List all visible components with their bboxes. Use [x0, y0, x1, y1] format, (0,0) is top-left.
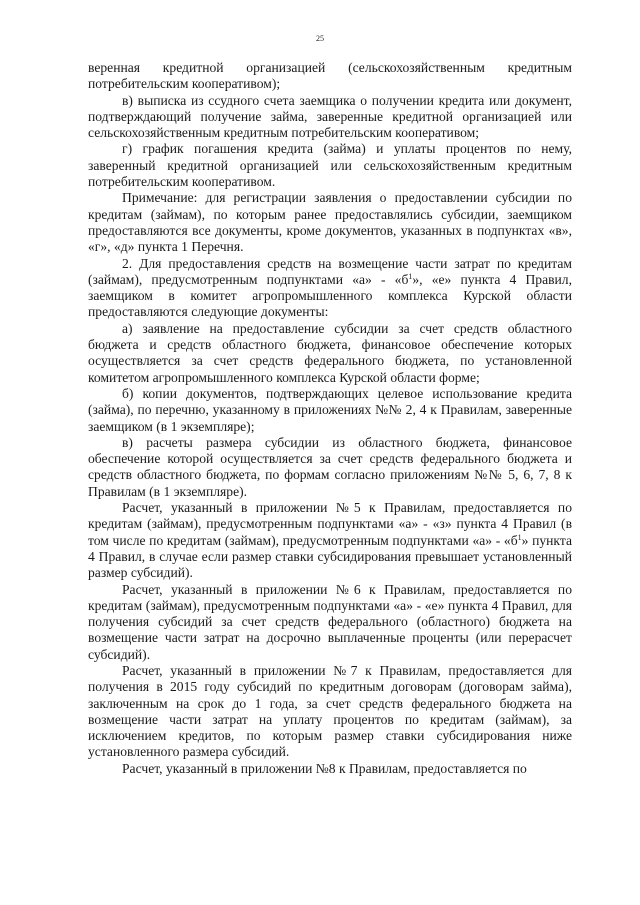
document-body	[88, 60, 572, 777]
text-run: Расчет, указанный в приложении №8 к Правилам, предоставляется по	[122, 760, 527, 776]
superscript: 1	[517, 532, 522, 542]
text-run: Расчет, указанный в приложении №5 к Правилам, предоставляется по кредитам (займам), предусмотренным подпунктами «а» - «з» пункта 4 Правил (в том числе по кредитам (займам), предусмотренным подпунктами «а» - «б	[88, 500, 572, 548]
text-run: веренная кредитной организацией (сельскохозяйственным кредитным потребительским кооперативом);	[88, 60, 572, 92]
text-run: в) выписка из ссудного счета заемщика о получении кредита или документ, подтверждающий получение займа, заверенные кредитной организацией или сельскохозяйственным кредитным потребительским кооперативом;	[88, 92, 572, 141]
text-run: » пункта 4 Правил, в случае если размер ставки субсидирования превышает установленный размер субсидий).	[88, 532, 573, 581]
text-run: а) заявление на предоставление субсидии за счет средств областного бюджета и средств областного бюджета, финансовое обеспечение которых осуществляется за счет средств федерального бюджета, по установленной комитетом агропромышленного комплекса Курской области форме;	[88, 320, 572, 385]
page-number: 25	[316, 34, 324, 43]
paragraph-note	[88, 190, 572, 255]
paragraph-calc-6	[88, 582, 572, 663]
paragraph-calc-8	[88, 761, 572, 777]
text-run: », «е» пункта 4 Правил, заемщиком в комитет агропромышленного комплекса Курской области предоставляются следующие документы:	[88, 271, 572, 320]
text-run: 2. Для предоставления средств на возмещение части затрат по кредитам (займам), предусмотренным подпунктами «а» - «б	[88, 255, 572, 287]
paragraph-calc-5	[88, 500, 572, 581]
paragraph-item-g	[88, 141, 572, 190]
paragraph-continuation	[88, 60, 572, 93]
paragraph-item-b	[88, 386, 572, 435]
text-run: в) расчеты размера субсидии из областного бюджета, финансовое обеспечение которой осуществляется за счет средств федерального бюджета и средств областного бюджета, по формам согласно приложениям №№ 5, 6, 7, 8 к Правилам (в 1 экземпляре).	[88, 434, 572, 499]
paragraph-item-v	[88, 93, 572, 142]
text-run: Расчет, указанный в приложении №6 к Правилам, предоставляется по кредитам (займам), предусмотренным подпунктами «а» - «е» пункта 4 Правил, для получения субсидий за счет средств федерального (областного) бюджета на возмещение части затрат на досрочно выплаченные проценты (или перерасчет субсидий).	[88, 581, 572, 662]
paragraph-calc-7	[88, 663, 572, 761]
text-run: г) график погашения кредита (займа) и уплаты процентов по нему, заверенный кредитной организацией или сельскохозяйственным кредитным потребительским кооперативом.	[88, 141, 572, 190]
paragraph-point-2	[88, 256, 572, 321]
superscript: 1	[408, 271, 413, 281]
paragraph-item-v2	[88, 435, 572, 500]
text-run: Примечание: для регистрации заявления о предоставлении субсидии по кредитам (займам), по которым ранее предоставлялись субсидии, заемщиком предоставляются все документы, кроме документов, указанных в подпунктах «в», «г», «д» пункта 1 Перечня.	[88, 190, 572, 255]
text-run: Расчет, указанный в приложении №7 к Правилам, предоставляется для получения в 2015 году субсидий по кредитным договорам (договорам займа), заключенным на срок до 1 года, за счет средств федерального бюджета на возмещение части затрат на уплату процентов по кредитам (займам), за исключением кредитов, по которым размер ставки субсидирования ниже установленного размера субсидий.	[88, 662, 572, 760]
text-run: б) копии документов, подтверждающих целевое использование кредита (займа), по перечню, указанному в приложениях №№ 2, 4 к Правилам, заверенные заемщиком (в 1 экземпляре);	[88, 385, 572, 434]
paragraph-item-a	[88, 321, 572, 386]
